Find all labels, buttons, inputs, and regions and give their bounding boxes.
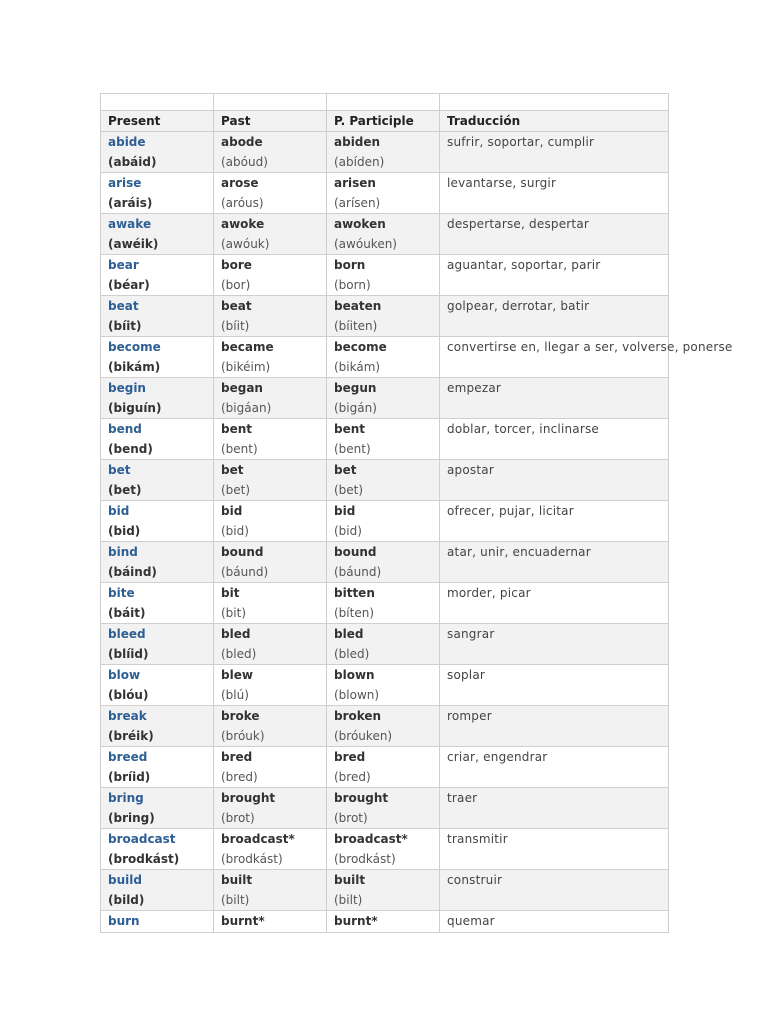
participle-cell bbox=[327, 296, 440, 337]
translation-cell: transmitir bbox=[440, 829, 669, 870]
present-pronunciation: (blíid) bbox=[108, 646, 149, 661]
past-word: beat bbox=[221, 299, 252, 313]
past-cell bbox=[214, 624, 327, 665]
present-cell bbox=[101, 378, 214, 419]
participle-word: built bbox=[334, 873, 366, 887]
participle-cell bbox=[327, 214, 440, 255]
present-cell bbox=[101, 337, 214, 378]
participle-word: bent bbox=[334, 422, 366, 436]
participle-word: bound bbox=[334, 545, 377, 559]
participle-word: brought bbox=[334, 791, 389, 805]
translation-cell: golpear, derrotar, batir bbox=[440, 296, 669, 337]
present-word: awake bbox=[108, 217, 152, 231]
translation-cell: romper bbox=[440, 706, 669, 747]
participle-word: arisen bbox=[334, 176, 376, 190]
present-pronunciation: (béar) bbox=[108, 277, 150, 292]
past-word: burnt* bbox=[221, 914, 265, 928]
participle-cell bbox=[327, 542, 440, 583]
present-pronunciation: (bild) bbox=[108, 892, 145, 907]
verb-row bbox=[101, 132, 669, 173]
participle-pronunciation: (bled) bbox=[334, 646, 370, 661]
past-pronunciation: (bróuk) bbox=[221, 728, 265, 743]
present-word: bring bbox=[108, 791, 144, 805]
participle-cell bbox=[327, 829, 440, 870]
past-word: became bbox=[221, 340, 274, 354]
present-cell bbox=[101, 788, 214, 829]
past-pronunciation: (awóuk) bbox=[221, 236, 270, 251]
header-participle: P. Participle bbox=[327, 111, 440, 132]
past-cell bbox=[214, 542, 327, 583]
present-word: breed bbox=[108, 750, 148, 764]
present-cell bbox=[101, 173, 214, 214]
participle-pronunciation: (bíiten) bbox=[334, 318, 378, 333]
present-pronunciation: (bet) bbox=[108, 482, 142, 497]
translation-cell: quemar bbox=[440, 911, 669, 933]
past-pronunciation: (bent) bbox=[221, 441, 258, 456]
participle-word: become bbox=[334, 340, 387, 354]
verb-row bbox=[101, 460, 669, 501]
verb-row bbox=[101, 173, 669, 214]
present-pronunciation: (biguín) bbox=[108, 400, 162, 415]
past-cell bbox=[214, 173, 327, 214]
present-pronunciation: (bríid) bbox=[108, 769, 151, 784]
present-cell bbox=[101, 706, 214, 747]
past-pronunciation: (blú) bbox=[221, 687, 249, 702]
past-word: bit bbox=[221, 586, 240, 600]
verb-row bbox=[101, 419, 669, 460]
participle-pronunciation: (blown) bbox=[334, 687, 380, 702]
verb-row bbox=[101, 501, 669, 542]
past-word: brought bbox=[221, 791, 276, 805]
present-pronunciation: (abáid) bbox=[108, 154, 157, 169]
participle-cell bbox=[327, 583, 440, 624]
present-word: broadcast bbox=[108, 832, 176, 846]
participle-word: bled bbox=[334, 627, 364, 641]
verb-row bbox=[101, 911, 669, 933]
participle-word: born bbox=[334, 258, 366, 272]
participle-cell bbox=[327, 337, 440, 378]
present-word: blow bbox=[108, 668, 141, 682]
past-word: built bbox=[221, 873, 253, 887]
present-word: burn bbox=[108, 914, 140, 928]
participle-pronunciation: (arísen) bbox=[334, 195, 381, 210]
participle-cell bbox=[327, 788, 440, 829]
past-pronunciation: (bíit) bbox=[221, 318, 250, 333]
present-cell bbox=[101, 501, 214, 542]
past-cell bbox=[214, 829, 327, 870]
past-cell bbox=[214, 583, 327, 624]
verb-row bbox=[101, 624, 669, 665]
past-word: broke bbox=[221, 709, 260, 723]
past-pronunciation: (bred) bbox=[221, 769, 258, 784]
present-pronunciation: (bring) bbox=[108, 810, 155, 825]
past-pronunciation: (bigáan) bbox=[221, 400, 272, 415]
participle-cell bbox=[327, 911, 440, 933]
present-cell bbox=[101, 255, 214, 296]
participle-cell bbox=[327, 378, 440, 419]
past-word: bet bbox=[221, 463, 244, 477]
past-word: awoke bbox=[221, 217, 265, 231]
past-pronunciation: (aróus) bbox=[221, 195, 264, 210]
past-word: bid bbox=[221, 504, 243, 518]
present-word: begin bbox=[108, 381, 146, 395]
past-cell bbox=[214, 911, 327, 933]
past-pronunciation: (brot) bbox=[221, 810, 255, 825]
present-word: bid bbox=[108, 504, 130, 518]
present-pronunciation: (bend) bbox=[108, 441, 153, 456]
present-word: arise bbox=[108, 176, 142, 190]
participle-pronunciation: (born) bbox=[334, 277, 371, 292]
translation-cell: apostar bbox=[440, 460, 669, 501]
past-cell bbox=[214, 337, 327, 378]
present-word: build bbox=[108, 873, 142, 887]
past-cell bbox=[214, 788, 327, 829]
present-word: abide bbox=[108, 135, 146, 149]
translation-cell: convertirse en, llegar a ser, volverse, ponerse bbox=[440, 337, 669, 378]
participle-word: awoken bbox=[334, 217, 386, 231]
translation-cell: morder, picar bbox=[440, 583, 669, 624]
past-word: began bbox=[221, 381, 263, 395]
present-word: bet bbox=[108, 463, 131, 477]
participle-word: burnt* bbox=[334, 914, 378, 928]
participle-cell bbox=[327, 624, 440, 665]
participle-word: bid bbox=[334, 504, 356, 518]
participle-pronunciation: (brodkást) bbox=[334, 851, 396, 866]
participle-pronunciation: (bent) bbox=[334, 441, 371, 456]
verb-row bbox=[101, 747, 669, 788]
present-word: bleed bbox=[108, 627, 146, 641]
past-word: abode bbox=[221, 135, 263, 149]
present-cell bbox=[101, 870, 214, 911]
participle-pronunciation: (abíden) bbox=[334, 154, 385, 169]
present-pronunciation: (awéik) bbox=[108, 236, 159, 251]
past-word: blew bbox=[221, 668, 253, 682]
participle-pronunciation: (awóuken) bbox=[334, 236, 397, 251]
present-cell bbox=[101, 583, 214, 624]
present-cell bbox=[101, 747, 214, 788]
present-word: bear bbox=[108, 258, 139, 272]
participle-word: begun bbox=[334, 381, 377, 395]
past-pronunciation: (brodkást) bbox=[221, 851, 283, 866]
past-pronunciation: (bikéim) bbox=[221, 359, 271, 374]
participle-cell bbox=[327, 419, 440, 460]
past-word: arose bbox=[221, 176, 259, 190]
present-word: bite bbox=[108, 586, 135, 600]
verb-row bbox=[101, 829, 669, 870]
present-cell bbox=[101, 214, 214, 255]
translation-cell: sufrir, soportar, cumplir bbox=[440, 132, 669, 173]
verb-row bbox=[101, 255, 669, 296]
translation-cell: sangrar bbox=[440, 624, 669, 665]
past-word: broadcast* bbox=[221, 832, 295, 846]
participle-pronunciation: (bilt) bbox=[334, 892, 363, 907]
translation-cell: construir bbox=[440, 870, 669, 911]
past-word: bound bbox=[221, 545, 264, 559]
participle-cell bbox=[327, 870, 440, 911]
header-translation: Traducción bbox=[440, 111, 669, 132]
present-cell bbox=[101, 911, 214, 933]
present-pronunciation: (brodkást) bbox=[108, 851, 180, 866]
participle-word: beaten bbox=[334, 299, 382, 313]
participle-pronunciation: (bróuken) bbox=[334, 728, 393, 743]
participle-cell bbox=[327, 132, 440, 173]
past-cell bbox=[214, 460, 327, 501]
participle-word: bet bbox=[334, 463, 357, 477]
past-cell bbox=[214, 747, 327, 788]
verb-row bbox=[101, 337, 669, 378]
participle-pronunciation: (bet) bbox=[334, 482, 364, 497]
present-pronunciation: (báit) bbox=[108, 605, 146, 620]
translation-cell: criar, engendrar bbox=[440, 747, 669, 788]
present-cell bbox=[101, 419, 214, 460]
present-pronunciation: (bíit) bbox=[108, 318, 142, 333]
past-cell bbox=[214, 296, 327, 337]
past-cell bbox=[214, 870, 327, 911]
past-word: bled bbox=[221, 627, 251, 641]
header-past: Past bbox=[214, 111, 327, 132]
past-pronunciation: (bor) bbox=[221, 277, 251, 292]
past-pronunciation: (bilt) bbox=[221, 892, 250, 907]
present-cell bbox=[101, 829, 214, 870]
participle-pronunciation: (bíten) bbox=[334, 605, 375, 620]
past-cell bbox=[214, 501, 327, 542]
participle-word: broadcast* bbox=[334, 832, 408, 846]
past-pronunciation: (bit) bbox=[221, 605, 247, 620]
present-pronunciation: (bid) bbox=[108, 523, 141, 538]
present-word: break bbox=[108, 709, 147, 723]
present-word: bend bbox=[108, 422, 142, 436]
verb-row bbox=[101, 870, 669, 911]
verb-row bbox=[101, 542, 669, 583]
past-pronunciation: (báund) bbox=[221, 564, 269, 579]
header-row bbox=[101, 111, 669, 132]
translation-cell: empezar bbox=[440, 378, 669, 419]
present-pronunciation: (aráis) bbox=[108, 195, 153, 210]
past-cell bbox=[214, 255, 327, 296]
verb-row bbox=[101, 378, 669, 419]
header-present: Present bbox=[101, 111, 214, 132]
present-cell bbox=[101, 132, 214, 173]
verb-row bbox=[101, 214, 669, 255]
participle-word: bitten bbox=[334, 586, 375, 600]
past-word: bore bbox=[221, 258, 252, 272]
past-pronunciation: (bid) bbox=[221, 523, 249, 538]
present-word: bind bbox=[108, 545, 138, 559]
participle-word: abiden bbox=[334, 135, 381, 149]
present-pronunciation: (bréik) bbox=[108, 728, 154, 743]
participle-pronunciation: (bred) bbox=[334, 769, 371, 784]
past-word: bent bbox=[221, 422, 253, 436]
verb-row bbox=[101, 296, 669, 337]
participle-cell bbox=[327, 460, 440, 501]
verb-row bbox=[101, 788, 669, 829]
past-cell bbox=[214, 214, 327, 255]
past-cell bbox=[214, 706, 327, 747]
participle-pronunciation: (bikám) bbox=[334, 359, 381, 374]
verb-row bbox=[101, 583, 669, 624]
translation-cell: doblar, torcer, inclinarse bbox=[440, 419, 669, 460]
participle-pronunciation: (báund) bbox=[334, 564, 382, 579]
translation-cell: aguantar, soportar, parir bbox=[440, 255, 669, 296]
participle-pronunciation: (bid) bbox=[334, 523, 362, 538]
blank-row bbox=[101, 94, 669, 111]
past-pronunciation: (abóud) bbox=[221, 154, 268, 169]
present-pronunciation: (bikám) bbox=[108, 359, 161, 374]
participle-word: blown bbox=[334, 668, 375, 682]
present-word: become bbox=[108, 340, 161, 354]
translation-cell: soplar bbox=[440, 665, 669, 706]
past-cell bbox=[214, 665, 327, 706]
past-cell bbox=[214, 378, 327, 419]
participle-cell bbox=[327, 665, 440, 706]
present-pronunciation: (báind) bbox=[108, 564, 157, 579]
past-cell bbox=[214, 132, 327, 173]
present-cell bbox=[101, 296, 214, 337]
participle-cell bbox=[327, 747, 440, 788]
present-cell bbox=[101, 624, 214, 665]
past-pronunciation: (bled) bbox=[221, 646, 257, 661]
verb-row bbox=[101, 706, 669, 747]
present-cell bbox=[101, 460, 214, 501]
participle-word: broken bbox=[334, 709, 382, 723]
irregular-verbs-table bbox=[100, 93, 733, 933]
verb-row bbox=[101, 665, 669, 706]
participle-cell bbox=[327, 255, 440, 296]
present-pronunciation: (blóu) bbox=[108, 687, 149, 702]
participle-pronunciation: (brot) bbox=[334, 810, 368, 825]
translation-cell: traer bbox=[440, 788, 669, 829]
present-cell bbox=[101, 665, 214, 706]
translation-cell: ofrecer, pujar, licitar bbox=[440, 501, 669, 542]
translation-cell: atar, unir, encuadernar bbox=[440, 542, 669, 583]
present-word: beat bbox=[108, 299, 139, 313]
participle-pronunciation: (bigán) bbox=[334, 400, 377, 415]
participle-cell bbox=[327, 173, 440, 214]
present-cell bbox=[101, 542, 214, 583]
past-cell bbox=[214, 419, 327, 460]
translation-cell: levantarse, surgir bbox=[440, 173, 669, 214]
participle-word: bred bbox=[334, 750, 366, 764]
participle-cell bbox=[327, 706, 440, 747]
past-word: bred bbox=[221, 750, 253, 764]
participle-cell bbox=[327, 501, 440, 542]
translation-cell: despertarse, despertar bbox=[440, 214, 669, 255]
past-pronunciation: (bet) bbox=[221, 482, 251, 497]
